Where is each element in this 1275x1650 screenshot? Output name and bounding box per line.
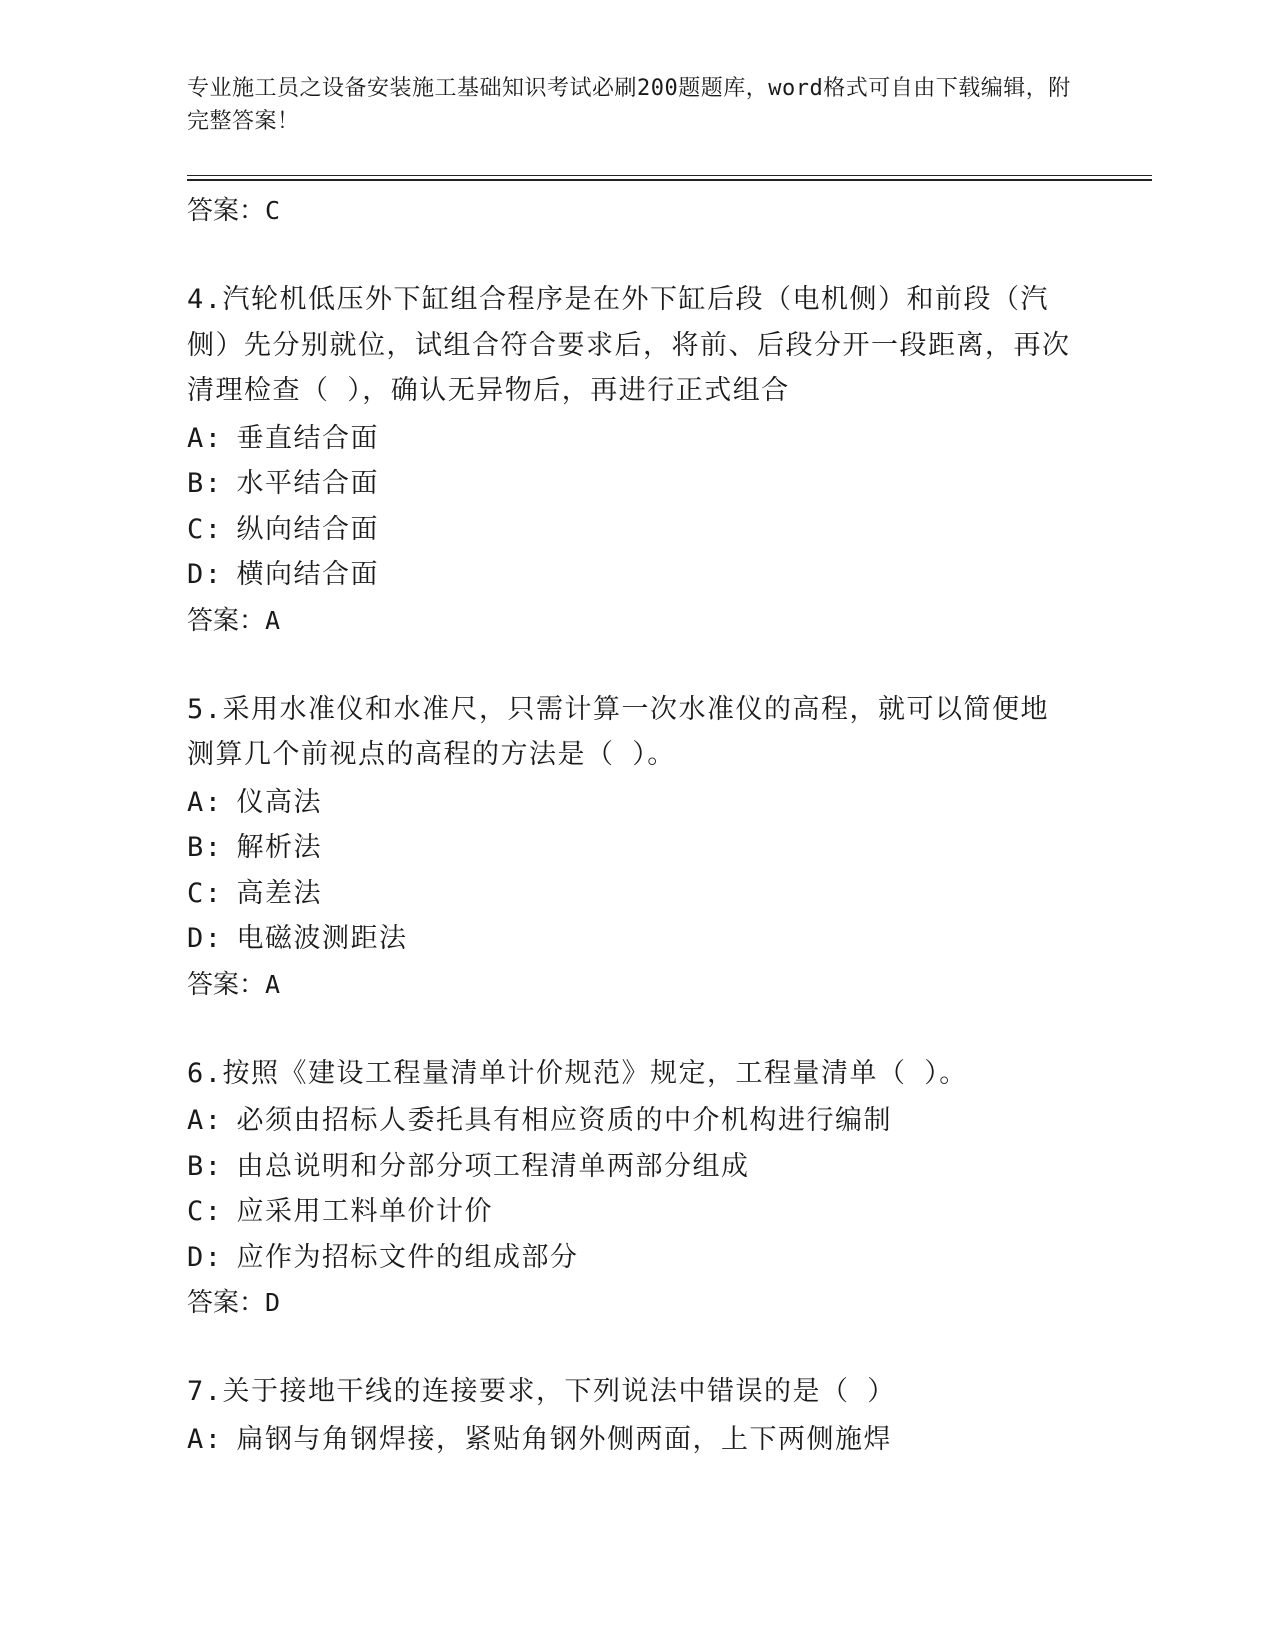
option-text: 由总说明和分部分项工程清单两部分组成 (236, 1150, 750, 1182)
answer-label: 答案： (187, 605, 266, 636)
option-key: A: (187, 786, 223, 818)
option-key: A: (187, 1105, 223, 1136)
question-stem: 7.关于接地干线的连接要求，下列说法中错误的是（ ） (187, 1376, 896, 1407)
option-text: 扁钢与角钢焊接，紧贴角钢外侧两面，上下两侧施焊 (236, 1423, 893, 1455)
option-text: 纵向结合面 (236, 513, 380, 545)
option-key: D: (187, 559, 223, 590)
option-text: 应作为招标文件的组成部分 (236, 1241, 579, 1273)
option-key: D: (187, 1241, 223, 1273)
option-text: 横向结合面 (236, 559, 380, 590)
option-key: C: (187, 877, 223, 909)
option-text: 仪高法 (236, 786, 323, 818)
option-c (187, 1189, 1077, 1235)
answer-label: 答案： (187, 196, 266, 226)
answer-value: A (265, 605, 281, 635)
option-text: 高差法 (236, 877, 323, 909)
option-key: B: (187, 468, 223, 499)
answer-value: D (265, 1288, 281, 1317)
option-text: 应采用工料单价计价 (236, 1196, 494, 1227)
answer-label: 答案： (187, 969, 266, 1000)
option-d (187, 552, 1077, 598)
option-text: 垂直结合面 (236, 422, 380, 454)
option-key: D: (187, 923, 223, 954)
question-content (187, 188, 1077, 1462)
answer-line (187, 598, 1077, 644)
option-text: 解析法 (236, 832, 323, 863)
option-key: C: (187, 1196, 223, 1227)
answer-line (187, 962, 1077, 1008)
option-text: 水平结合面 (236, 468, 380, 499)
option-b (187, 825, 1077, 871)
question-5 (187, 687, 1077, 1008)
answer-line (187, 1280, 1077, 1326)
option-key: A: (187, 422, 223, 454)
question-stem: 5.采用水准仪和水准尺，只需计算一次水准仪的高程，就可以简便地测算几个前视点的高程的方法是（ ）。 (187, 693, 1050, 770)
answer-value: A (265, 969, 281, 999)
option-b (187, 1144, 1077, 1190)
option-d (187, 916, 1077, 962)
answer-value: C (265, 196, 281, 225)
option-a (187, 416, 1077, 462)
option-a (187, 1098, 1077, 1144)
option-key: A: (187, 1423, 223, 1455)
option-a (187, 780, 1077, 826)
answer-label: 答案： (187, 1288, 266, 1318)
header-divider (187, 175, 1152, 181)
option-c (187, 871, 1077, 917)
option-key: C: (187, 513, 223, 545)
question-stem: 4.汽轮机低压外下缸组合程序是在外下缸后段（电机侧）和前段（汽侧）先分别就位，试组合符合要求后，将前、后段分开一段距离，再次清理检查（ ），确认无异物后，再进行正式组合 (187, 284, 1071, 406)
answer-line (187, 188, 1077, 234)
option-key: B: (187, 1150, 223, 1182)
page-header: 专业施工员之设备安装施工基础知识考试必刷200题题库，word格式可自由下载编辑，附完整答案！ (187, 76, 1071, 134)
option-text: 电磁波测距法 (236, 923, 408, 954)
option-b (187, 461, 1077, 507)
option-key: B: (187, 832, 223, 863)
question-7 (187, 1369, 1077, 1462)
question-4 (187, 277, 1077, 644)
question-6 (187, 1051, 1077, 1327)
option-c (187, 507, 1077, 553)
question-stem: 6.按照《建设工程量清单计价规范》规定，工程量清单（ ）。 (187, 1057, 968, 1089)
option-a (187, 1417, 1077, 1463)
option-d (187, 1235, 1077, 1281)
option-text: 必须由招标人委托具有相应资质的中介机构进行编制 (236, 1105, 893, 1136)
